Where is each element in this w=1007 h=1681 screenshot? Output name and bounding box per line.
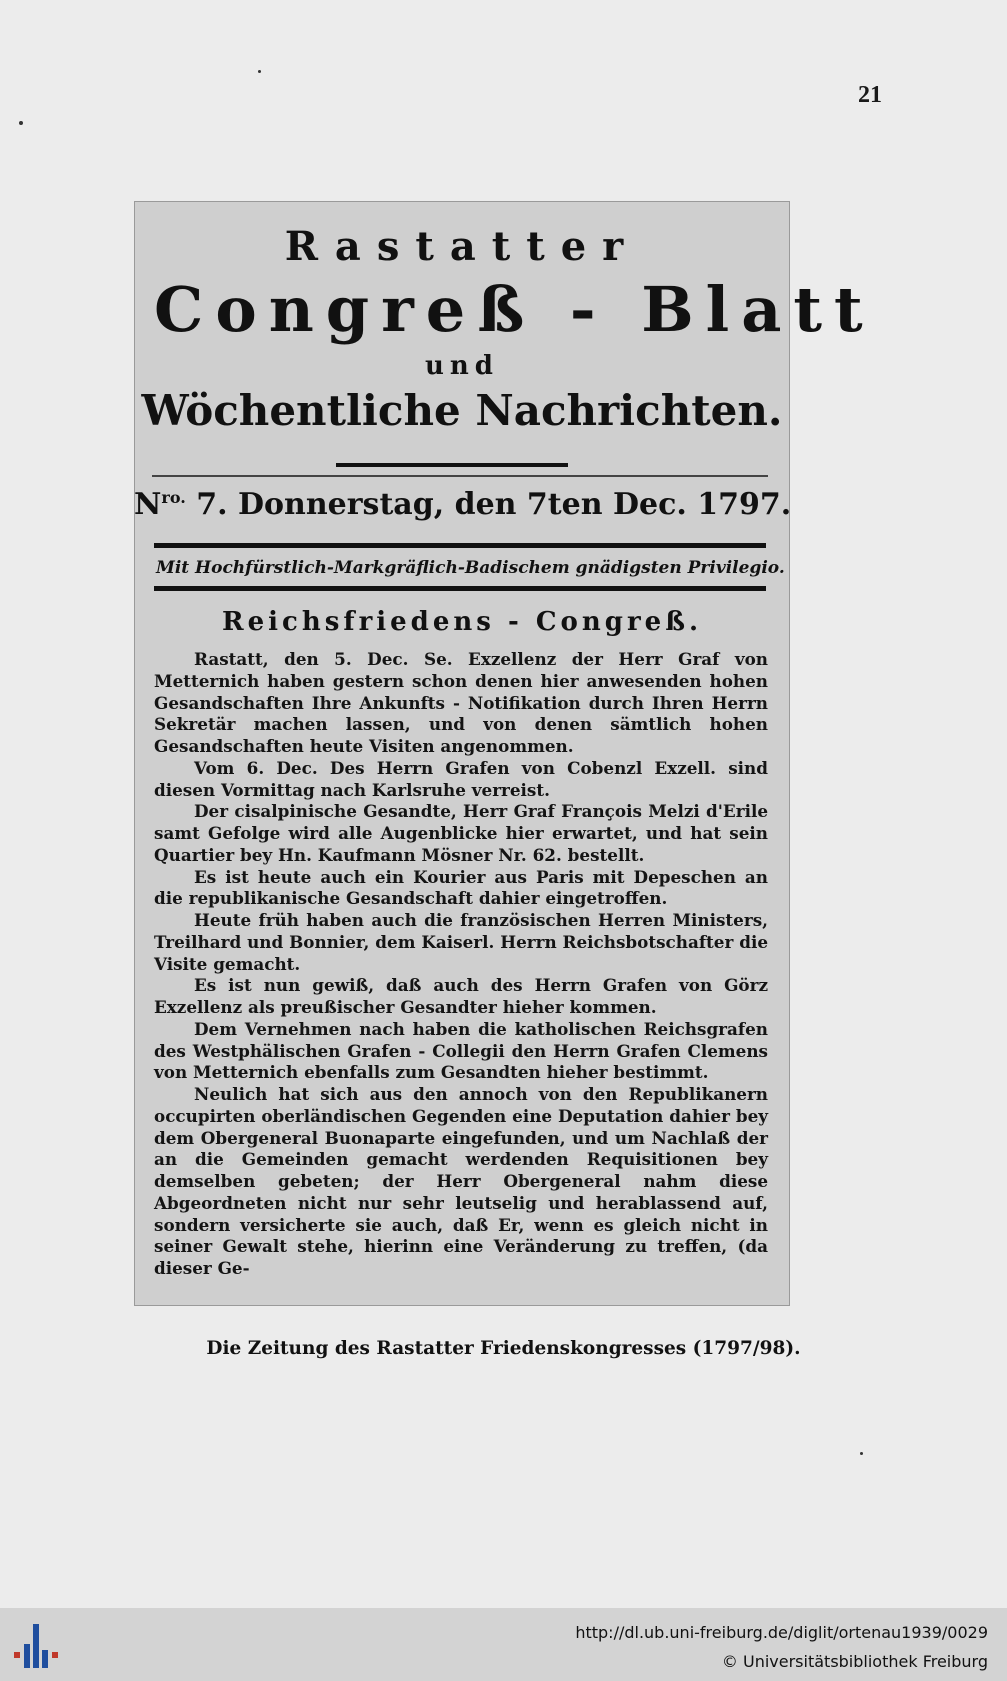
masthead-line-3: und <box>425 351 499 381</box>
article-paragraph: Dem Vernehmen nach haben die katholischen Reichsgrafen des Westphälischen Grafen - Collegii den Herrn Grafen Clemens von Metternich ebenfalls zum Gesandten hieher bestimmt. <box>154 1018 768 1083</box>
viewer-footer <box>0 1608 1007 1681</box>
issue-prefix: N <box>134 487 162 522</box>
dust-speck <box>19 121 23 125</box>
masthead-rule <box>336 463 568 467</box>
section-title: Reichsfriedens - Congreß. <box>221 607 703 637</box>
article-paragraph: Neulich hat sich aus den annoch von den Republikanern occupirten oberländischen Gegenden eine Deputation dahier bey dem Obergeneral Buonaparte eingefunden, und um Nachlaß der an die Gemeinden gemacht werdenden Requisitionen bey demselben gebeten; der Herr Obergeneral nahm diese Abgeordneten nicht nur sehr leutselig und herablassend auf, sondern versicherte sie auch, daß Er, wenn es gleich nicht in seiner Gewalt stehe, hierinn eine Veränderung zu treffen, (da dieser Ge- <box>154 1084 768 1278</box>
article-paragraph: Vom 6. Dec. Des Herrn Grafen von Cobenzl Exzell. sind diesen Vormittag nach Karlsruhe verreist. <box>154 757 768 800</box>
dust-speck <box>860 1452 863 1455</box>
article-body <box>154 649 768 1280</box>
copyright-notice: © Universitätsbibliothek Freiburg <box>721 1652 988 1671</box>
masthead-line-1: Rastatter <box>284 223 640 270</box>
page-number: 21 <box>858 82 882 108</box>
article-paragraph: Es ist nun gewiß, daß auch des Herrn Grafen von Görz Exzellenz als preußischer Gesandter hieher kommen. <box>154 975 768 1017</box>
issue-line <box>134 487 790 522</box>
article-paragraph: Rastatt, den 5. Dec. Se. Exzellenz der Herr Graf von Metternich haben gestern schon denen hier anwesenden hohen Gesandschaften Ihre Ankunfts - Notifikation durch Ihren Herrn Sekretär machen lassen, und von denen sämtlich hohen Gesandschaften heute Visiten angenommen. <box>154 649 768 756</box>
article-paragraph: Heute früh haben auch die französischen Herren Ministers, Treilhard und Bonnier, dem Kaiserl. Herrn Reichsbotschafter die Visite gemacht. <box>154 910 768 974</box>
masthead-line-2: Congreß - Blatt <box>154 273 875 346</box>
divider-rule <box>152 475 768 477</box>
divider-rule-thick <box>154 586 766 591</box>
ub-freiburg-logo-icon <box>12 1622 64 1672</box>
dust-speck <box>258 70 261 73</box>
figure-caption: Die Zeitung des Rastatter Friedenskongresses (1797/98). <box>206 1338 801 1359</box>
issue-superscript: ro. <box>161 488 186 507</box>
document-url[interactable]: http://dl.ub.uni-freiburg.de/diglit/ortenau1939/0029 <box>575 1623 988 1642</box>
article-paragraph: Der cisalpinische Gesandte, Herr Graf François Melzi d'Erile samt Gefolge wird alle Augenblicke hier erwartet, und hat sein Quartier bey Hn. Kaufmann Mösner Nr. 62. bestellt. <box>154 801 768 865</box>
divider-rule-thick <box>154 543 766 548</box>
newspaper-clipping <box>134 201 875 1306</box>
masthead-line-4: Wöchentliche Nachrichten. <box>141 386 783 435</box>
privilege-line: Mit Hochfürstlich-Markgräflich-Badischem gnädigsten Privilegio. <box>156 558 785 578</box>
article-paragraph: Es ist heute auch ein Kourier aus Paris mit Depeschen an die republikanische Gesandschaft dahier eingetroffen. <box>154 866 768 909</box>
issue-details: 7. Donnerstag, den 7ten Dec. 1797. <box>185 487 792 522</box>
